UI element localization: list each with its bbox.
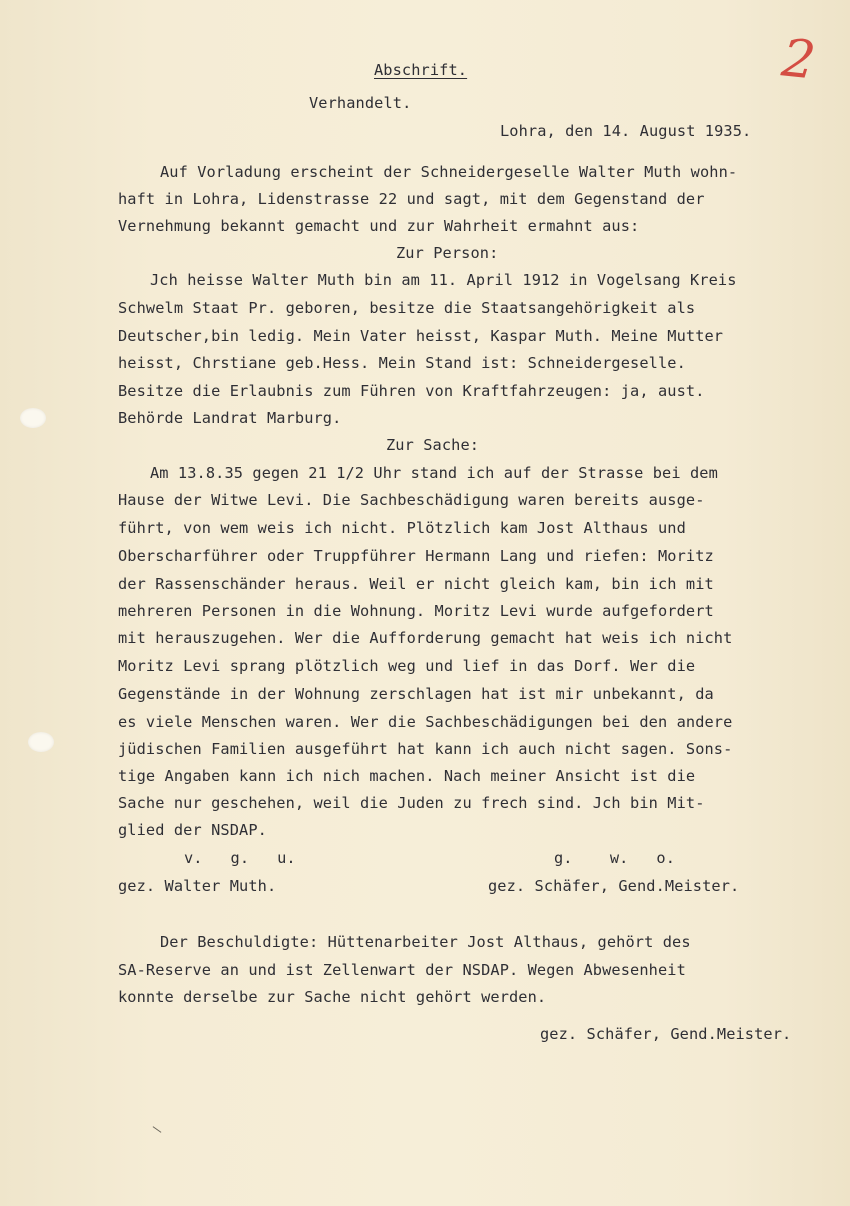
page-number: 2 <box>778 28 819 92</box>
person-line: heisst, Chrstiane geb.Hess. Mein Stand ist: Schneidergeselle. <box>118 354 686 372</box>
person-line: Deutscher,bin ledig. Mein Vater heisst, Kaspar Muth. Meine Mutter <box>118 327 724 345</box>
person-line: Schwelm Staat Pr. geboren, besitze die Staatsangehörigkeit als <box>118 299 696 317</box>
intro-line: Vernehmung bekannt gemacht und zur Wahrheit ermahnt aus: <box>118 217 640 235</box>
matter-line: Sache nur geschehen, weil die Juden zu frech sind. Jch bin Mit- <box>118 794 705 812</box>
person-line: Behörde Landrat Marburg. <box>118 409 342 427</box>
accused-line: Der Beschuldigte: Hüttenarbeiter Jost Althaus, gehört des <box>160 933 691 951</box>
matter-line: Hause der Witwe Levi. Die Sachbeschädigung waren bereits ausge- <box>118 491 705 509</box>
matter-line: der Rassenschänder heraus. Weil er nicht gleich kam, bin ich mit <box>118 575 714 593</box>
matter-line: mehreren Personen in die Wohnung. Moritz Levi wurde aufgefordert <box>118 602 714 620</box>
person-heading: Zur Person: <box>396 244 499 262</box>
signature-abbrev-right: g. w. o. <box>554 849 676 867</box>
document-subtitle: Verhandelt. <box>309 94 412 112</box>
accused-line: konnte derselbe zur Sache nicht gehört werden. <box>118 988 547 1006</box>
pen-mark <box>153 1126 162 1133</box>
person-line: Besitze die Erlaubnis zum Führen von Kraftfahrzeugen: ja, aust. <box>118 382 705 400</box>
punch-hole-upper <box>20 408 46 428</box>
signature-right: gez. Schäfer, Gend.Meister. <box>488 877 740 895</box>
person-line: Jch heisse Walter Muth bin am 11. April 1912 in Vogelsang Kreis <box>150 271 737 289</box>
matter-line: jüdischen Familien ausgeführt hat kann ich auch nicht sagen. Sons- <box>118 740 733 758</box>
intro-line: haft in Lohra, Lidenstrasse 22 und sagt, mit dem Gegenstand der <box>118 190 705 208</box>
matter-line: mit herauszugehen. Wer die Aufforderung gemacht hat weis ich nicht <box>118 629 733 647</box>
matter-line: Oberscharführer oder Truppführer Hermann Lang und riefen: Moritz <box>118 547 714 565</box>
matter-line: Gegenstände in der Wohnung zerschlagen hat ist mir unbekannt, da <box>118 685 714 703</box>
matter-heading: Zur Sache: <box>386 436 480 454</box>
matter-line: Am 13.8.35 gegen 21 1/2 Uhr stand ich auf der Strasse bei dem <box>150 464 718 482</box>
matter-line: tige Angaben kann ich nich machen. Nach meiner Ansicht ist die <box>118 767 696 785</box>
punch-hole-lower <box>28 732 54 752</box>
signature-left: gez. Walter Muth. <box>118 877 277 895</box>
accused-line: SA-Reserve an und ist Zellenwart der NSDAP. Wegen Abwesenheit <box>118 961 686 979</box>
matter-line: führt, von wem weis ich nicht. Plötzlich kam Jost Althaus und <box>118 519 686 537</box>
matter-line: Moritz Levi sprang plötzlich weg und lief in das Dorf. Wer die <box>118 657 696 675</box>
signature-abbrev-left: v. g. u. <box>184 849 296 867</box>
matter-line: es viele Menschen waren. Wer die Sachbeschädigungen bei den andere <box>118 713 733 731</box>
matter-line: glied der NSDAP. <box>118 821 267 839</box>
final-signature: gez. Schäfer, Gend.Meister. <box>540 1025 792 1043</box>
document-title: Abschrift. <box>374 61 468 79</box>
place-date: Lohra, den 14. August 1935. <box>500 122 752 140</box>
intro-line: Auf Vorladung erscheint der Schneidergeselle Walter Muth wohn- <box>160 163 738 181</box>
